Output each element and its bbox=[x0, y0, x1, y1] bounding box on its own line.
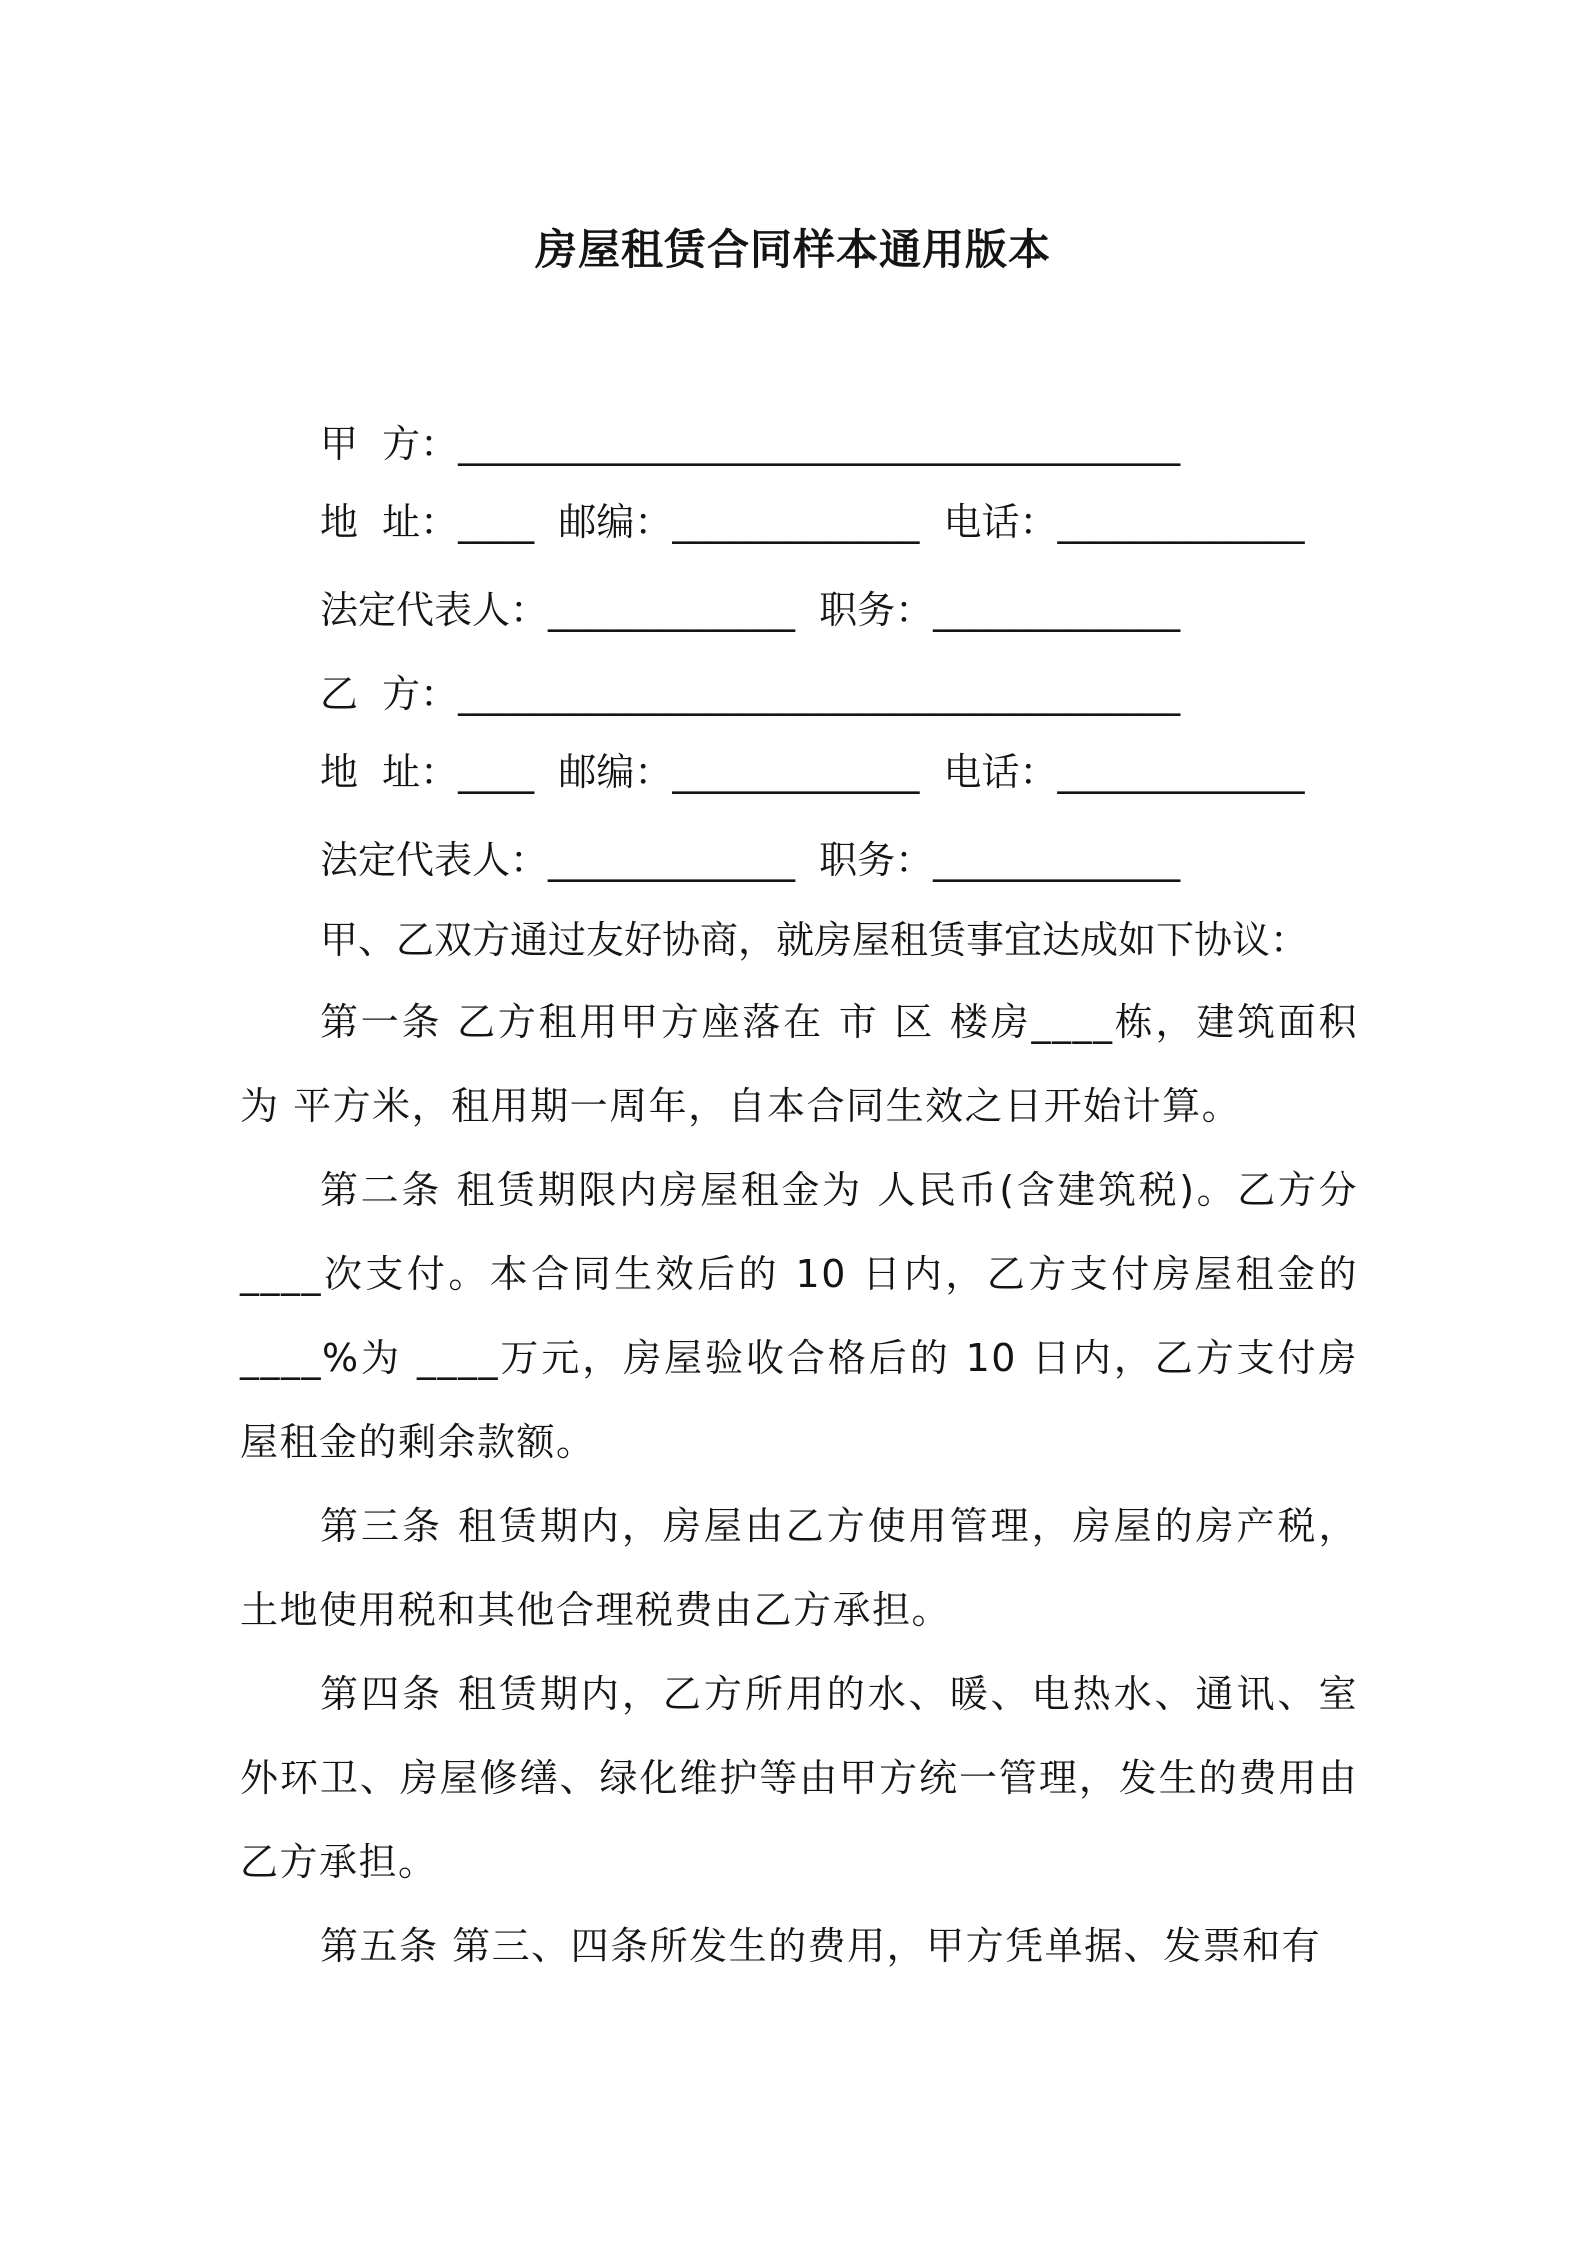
party-a-name-line: 甲 方：______________________________________ bbox=[320, 422, 1181, 466]
article-2: 第二条 租赁期限内房屋租金为 人民币(含建筑税)。乙方分____次支付。本合同生效后的 10 日内，乙方支付房屋租金的____%为 ____万元，房屋验收合格后的 10 日内，乙方支付房屋租金的剩余款额。 bbox=[240, 1168, 1358, 1464]
party-a-representative-line: 法定代表人：_____________ 职务：_____________ bbox=[320, 588, 1181, 632]
party-b-name-line: 乙 方：______________________________________ bbox=[320, 672, 1181, 716]
document-title: 房屋租赁合同样本通用版本 bbox=[534, 225, 1051, 274]
article-5: 第五条 第三、四条所发生的费用，甲方凭单据、发票和有 bbox=[320, 1924, 1322, 1968]
party-a-address-line: 地 址：____ 邮编：_____________ 电话：_____________ bbox=[320, 500, 1305, 544]
party-b-representative-line: 法定代表人：_____________ 职务：_____________ bbox=[320, 838, 1181, 882]
article-3: 第三条 租赁期内，房屋由乙方使用管理，房屋的房产税，土地使用税和其他合理税费由乙方承担。 bbox=[240, 1504, 1358, 1632]
article-1: 第一条 乙方租用甲方座落在 市 区 楼房____栋，建筑面积为 平方米，租用期一周年，自本合同生效之日开始计算。 bbox=[240, 1000, 1358, 1128]
party-b-address-line: 地 址：____ 邮编：_____________ 电话：_____________ bbox=[320, 750, 1305, 794]
article-4: 第四条 租赁期内，乙方所用的水、暖、电热水、通讯、室外环卫、房屋修缮、绿化维护等由甲方统一管理，发生的费用由乙方承担。 bbox=[240, 1672, 1358, 1884]
intro-paragraph: 甲、乙双方通过友好协商，就房屋租赁事宜达成如下协议： bbox=[320, 918, 1309, 962]
